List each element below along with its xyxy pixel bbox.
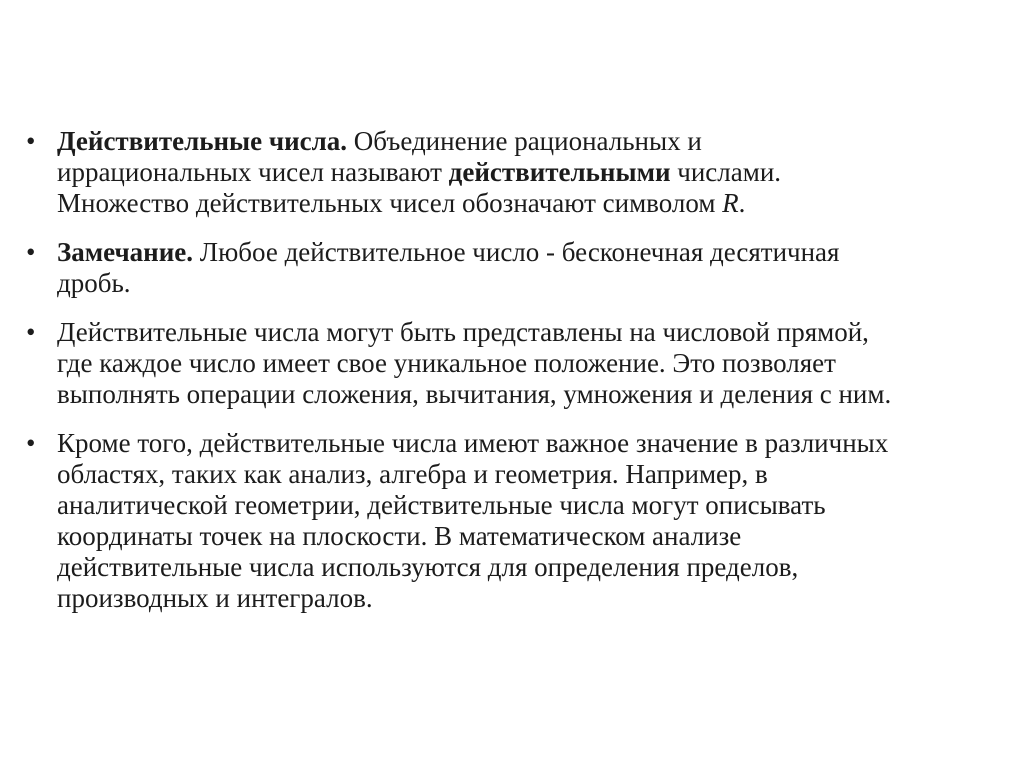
text-line: аналитической геометрии, действительные числа могут описывать [57,490,826,520]
line-text: Объединение рациональных и [347,126,702,156]
emphasized-term: действительными [448,157,671,187]
bullet-dot-icon: • [26,317,36,347]
text-line: Кроме того, действительные числа имеют важное значение в различных [57,428,889,458]
line-text: Любое действительное число - бесконечная десятичная [193,237,840,267]
text-line: координаты точек на плоскости. В математическом анализе [57,521,742,551]
bullet-item-applications [26,428,956,614]
bullet-item-remark [26,237,956,299]
text-line: выполнять операции сложения, вычитания, умножения и деления с ним. [57,379,892,409]
text-line [57,188,956,219]
line-text: . [738,188,746,218]
set-symbol: R [722,188,739,218]
bullet-item-real-numbers [26,126,956,219]
line-text: иррациональных чисел называют [57,157,449,187]
bullet-item-number-line [26,317,956,410]
text-line: производных и интегралов. [57,583,373,613]
line-text: числами. [670,157,782,187]
text-line [57,157,956,188]
text-line: где каждое число имеет свое уникальное положение. Это позволяет [57,348,836,378]
bullet-list [26,126,956,614]
text-line [57,237,956,268]
text-line: областях, таких как анализ, алгебра и геометрия. Например, в [57,459,768,489]
text-line: действительные числа используются для определения пределов, [57,552,799,582]
text-line [57,126,956,157]
text-line: Действительные числа могут быть представлены на числовой прямой, [57,317,869,347]
term-heading: Замечание. [57,237,194,267]
line-text: Множество действительных чисел обозначают символом [57,188,723,218]
term-heading: Действительные числа. [57,126,348,156]
text-line: дробь. [57,268,131,298]
bullet-dot-icon: • [26,237,36,267]
bullet-dot-icon: • [26,428,36,458]
bullet-dot-icon: • [26,126,36,156]
